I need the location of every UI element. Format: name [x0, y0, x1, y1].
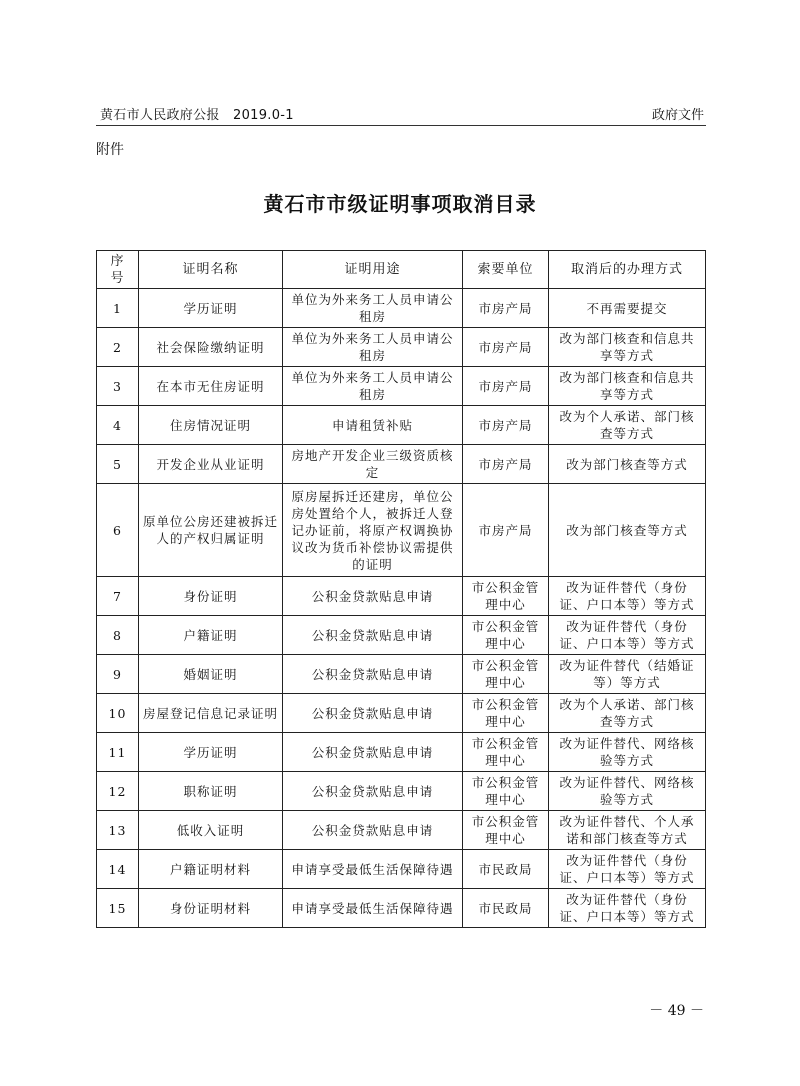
certificate-name: 职称证明 [139, 772, 283, 811]
certificate-name: 婚姻证明 [139, 655, 283, 694]
row-number: 5 [97, 445, 139, 484]
handling-method: 改为部门核查和信息共享等方式 [549, 328, 706, 367]
certificate-name: 住房情况证明 [139, 406, 283, 445]
requesting-unit: 市公积金管理中心 [463, 772, 549, 811]
page-number: － 49 － [649, 1003, 704, 1019]
requesting-unit: 市房产局 [463, 328, 549, 367]
table-row [97, 811, 706, 850]
requesting-unit: 市房产局 [463, 484, 549, 577]
table-row [97, 616, 706, 655]
certificate-purpose: 单位为外来务工人员申请公租房 [283, 328, 463, 367]
handling-method: 改为证件替代（身份证、户口本等）等方式 [549, 616, 706, 655]
certificate-purpose: 公积金贷款贴息申请 [283, 577, 463, 616]
certificate-name: 户籍证明材料 [139, 850, 283, 889]
certificate-purpose: 公积金贷款贴息申请 [283, 733, 463, 772]
table-row [97, 577, 706, 616]
publication-header: 黄石市人民政府公报 2019.0-1 [100, 108, 294, 123]
certificate-purpose: 公积金贷款贴息申请 [283, 616, 463, 655]
handling-method: 改为证件替代、个人承诺和部门核查等方式 [549, 811, 706, 850]
table-row [97, 850, 706, 889]
table-row [97, 328, 706, 367]
certificate-purpose: 公积金贷款贴息申请 [283, 655, 463, 694]
requesting-unit: 市公积金管理中心 [463, 577, 549, 616]
requesting-unit: 市民政局 [463, 889, 549, 928]
certificate-name: 户籍证明 [139, 616, 283, 655]
table-row [97, 484, 706, 577]
row-number: 12 [97, 772, 139, 811]
row-number: 3 [97, 367, 139, 406]
table-row [97, 655, 706, 694]
header-divider [96, 125, 706, 126]
table-row [97, 733, 706, 772]
certificate-purpose: 单位为外来务工人员申请公租房 [283, 367, 463, 406]
table-row [97, 367, 706, 406]
column-header-method: 取消后的办理方式 [549, 251, 706, 289]
row-number: 14 [97, 850, 139, 889]
row-number: 7 [97, 577, 139, 616]
certificate-name: 开发企业从业证明 [139, 445, 283, 484]
table-row [97, 289, 706, 328]
certificate-purpose: 申请享受最低生活保障待遇 [283, 889, 463, 928]
column-header-no: 序号 [97, 251, 139, 289]
certificate-purpose: 公积金贷款贴息申请 [283, 811, 463, 850]
row-number: 2 [97, 328, 139, 367]
certificate-name: 在本市无住房证明 [139, 367, 283, 406]
handling-method: 改为个人承诺、部门核查等方式 [549, 694, 706, 733]
row-number: 10 [97, 694, 139, 733]
requesting-unit: 市公积金管理中心 [463, 811, 549, 850]
certificate-name: 社会保险缴纳证明 [139, 328, 283, 367]
handling-method: 不再需要提交 [549, 289, 706, 328]
handling-method: 改为个人承诺、部门核查等方式 [549, 406, 706, 445]
certificate-name: 原单位公房还建被拆迁人的产权归属证明 [139, 484, 283, 577]
certificate-name: 身份证明 [139, 577, 283, 616]
table-header-row [97, 251, 706, 289]
handling-method: 改为证件替代、网络核验等方式 [549, 772, 706, 811]
table-row [97, 406, 706, 445]
section-header: 政府文件 [651, 108, 704, 123]
certificate-purpose: 公积金贷款贴息申请 [283, 772, 463, 811]
table-row [97, 772, 706, 811]
handling-method: 改为证件替代、网络核验等方式 [549, 733, 706, 772]
attachment-label: 附件 [96, 142, 124, 158]
handling-method: 改为部门核查等方式 [549, 484, 706, 577]
certificate-name: 低收入证明 [139, 811, 283, 850]
handling-method: 改为证件替代（身份证、户口本等）等方式 [549, 850, 706, 889]
requesting-unit: 市房产局 [463, 289, 549, 328]
handling-method: 改为部门核查等方式 [549, 445, 706, 484]
row-number: 15 [97, 889, 139, 928]
table-row [97, 694, 706, 733]
requesting-unit: 市房产局 [463, 367, 549, 406]
certificate-purpose: 公积金贷款贴息申请 [283, 694, 463, 733]
row-number: 6 [97, 484, 139, 577]
requesting-unit: 市房产局 [463, 445, 549, 484]
certificate-purpose: 单位为外来务工人员申请公租房 [283, 289, 463, 328]
requesting-unit: 市公积金管理中心 [463, 733, 549, 772]
row-number: 8 [97, 616, 139, 655]
row-number: 11 [97, 733, 139, 772]
column-header-name: 证明名称 [139, 251, 283, 289]
certificate-purpose: 申请租赁补贴 [283, 406, 463, 445]
requesting-unit: 市公积金管理中心 [463, 616, 549, 655]
handling-method: 改为证件替代（身份证、户口本等）等方式 [549, 577, 706, 616]
catalog-table [96, 250, 706, 928]
document-title: 黄石市市级证明事项取消目录 [263, 192, 537, 216]
certificate-name: 身份证明材料 [139, 889, 283, 928]
column-header-unit: 索要单位 [463, 251, 549, 289]
handling-method: 改为部门核查和信息共享等方式 [549, 367, 706, 406]
row-number: 13 [97, 811, 139, 850]
table-row [97, 889, 706, 928]
certificate-purpose: 申请享受最低生活保障待遇 [283, 850, 463, 889]
requesting-unit: 市公积金管理中心 [463, 655, 549, 694]
row-number: 1 [97, 289, 139, 328]
requesting-unit: 市民政局 [463, 850, 549, 889]
column-header-purpose: 证明用途 [283, 251, 463, 289]
certificate-purpose: 房地产开发企业三级资质核定 [283, 445, 463, 484]
certificate-name: 学历证明 [139, 289, 283, 328]
row-number: 4 [97, 406, 139, 445]
requesting-unit: 市公积金管理中心 [463, 694, 549, 733]
requesting-unit: 市房产局 [463, 406, 549, 445]
handling-method: 改为证件替代（身份证、户口本等）等方式 [549, 889, 706, 928]
certificate-purpose: 原房屋拆迁还建房，单位公房处置给个人，被拆迁人登记办证前，将原产权调换协议改为货币补偿协议需提供的证明 [283, 484, 463, 577]
handling-method: 改为证件替代（结婚证等）等方式 [549, 655, 706, 694]
table-row [97, 445, 706, 484]
certificate-name: 房屋登记信息记录证明 [139, 694, 283, 733]
row-number: 9 [97, 655, 139, 694]
certificate-name: 学历证明 [139, 733, 283, 772]
